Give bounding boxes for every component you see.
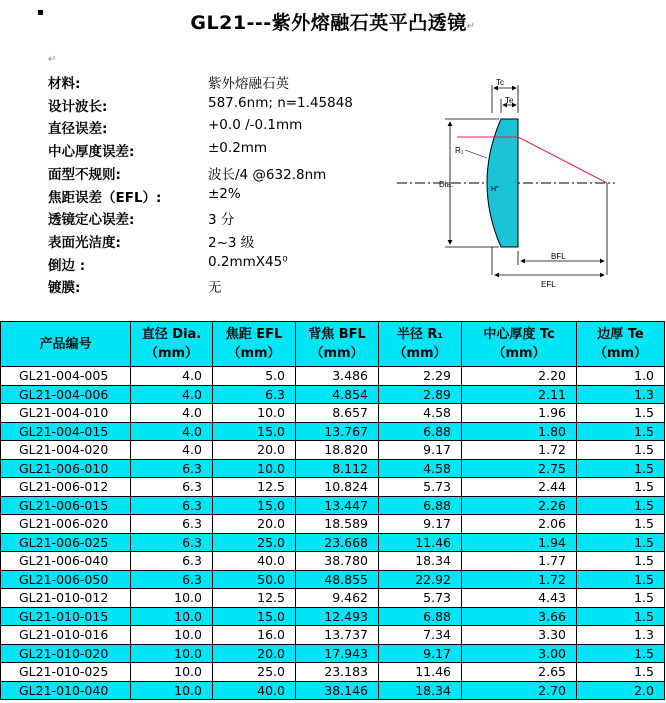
cell-dia: 6.3 <box>131 459 213 478</box>
cell-bfl: 13.447 <box>296 496 379 515</box>
cell-pn: GL21-006-025 <box>1 533 131 552</box>
cell-te: 1.5 <box>577 459 665 478</box>
cell-r1: 4.58 <box>379 404 462 423</box>
principal-point-label: H" <box>491 186 499 193</box>
cell-tc: 3.00 <box>462 644 577 663</box>
cell-te: 1.5 <box>577 589 665 608</box>
cell-efl: 25.0 <box>213 533 296 552</box>
cell-r1: 9.17 <box>379 515 462 534</box>
table-row <box>1 570 665 589</box>
cell-bfl: 13.767 <box>296 422 379 441</box>
spec-value: ±2% <box>208 185 241 202</box>
cell-pn: GL21-010-016 <box>1 626 131 645</box>
cell-efl: 15.0 <box>213 422 296 441</box>
cell-bfl: 38.146 <box>296 681 379 700</box>
cell-r1: 7.34 <box>379 626 462 645</box>
spec-value: 2~3 级 <box>208 234 255 251</box>
bfl-label: BFL <box>551 252 566 261</box>
cell-pn: GL21-004-020 <box>1 441 131 460</box>
cell-r1: 6.88 <box>379 496 462 515</box>
cell-r1: 11.46 <box>379 533 462 552</box>
table-row <box>1 459 665 478</box>
spec-value: +0.0 /-0.1mm <box>208 117 303 134</box>
cell-bfl: 4.854 <box>296 385 379 404</box>
spec-label: 表面光洁度: <box>48 234 121 251</box>
cell-tc: 2.06 <box>462 515 577 534</box>
cell-dia: 4.0 <box>131 441 213 460</box>
cell-r1: 5.73 <box>379 589 462 608</box>
table-row <box>1 552 665 571</box>
cell-efl: 40.0 <box>213 681 296 700</box>
cell-dia: 6.3 <box>131 570 213 589</box>
cell-te: 1.0 <box>577 367 665 386</box>
cell-te: 1.5 <box>577 607 665 626</box>
cell-pn: GL21-006-010 <box>1 459 131 478</box>
table-row <box>1 533 665 552</box>
cell-pn: GL21-004-015 <box>1 422 131 441</box>
table-row <box>1 478 665 497</box>
spec-value: ±0.2mm <box>208 140 268 157</box>
cell-te: 1.5 <box>577 515 665 534</box>
cell-bfl: 18.589 <box>296 515 379 534</box>
cell-bfl: 8.657 <box>296 404 379 423</box>
cell-tc: 3.66 <box>462 607 577 626</box>
cell-bfl: 3.486 <box>296 367 379 386</box>
cell-tc: 1.72 <box>462 441 577 460</box>
cell-bfl: 17.943 <box>296 644 379 663</box>
cell-pn: GL21-004-005 <box>1 367 131 386</box>
cell-r1: 18.34 <box>379 681 462 700</box>
cell-tc: 2.26 <box>462 496 577 515</box>
cell-r1: 11.46 <box>379 663 462 682</box>
cell-dia: 6.3 <box>131 552 213 571</box>
cell-r1: 22.92 <box>379 570 462 589</box>
cell-tc: 1.80 <box>462 422 577 441</box>
spec-value: 波长/4 @632.8nm <box>208 166 327 183</box>
cell-efl: 16.0 <box>213 626 296 645</box>
table-row <box>1 626 665 645</box>
cell-te: 1.3 <box>577 626 665 645</box>
cell-r1: 2.29 <box>379 367 462 386</box>
cell-dia: 10.0 <box>131 681 213 700</box>
cell-tc: 2.44 <box>462 478 577 497</box>
cell-r1: 4.58 <box>379 459 462 478</box>
dia-label: Dia. <box>439 180 454 189</box>
spec-label: 中心厚度误差: <box>48 144 135 161</box>
cell-pn: GL21-010-040 <box>1 681 131 700</box>
spec-label: 材料: <box>48 76 81 92</box>
cell-r1: 2.89 <box>379 385 462 404</box>
table-row <box>1 515 665 534</box>
spec-label: 直径误差: <box>48 121 108 138</box>
cell-r1: 18.34 <box>379 552 462 571</box>
cell-efl: 40.0 <box>213 552 296 571</box>
spec-value: 587.6nm; n=1.45848 <box>208 94 353 111</box>
cell-dia: 10.0 <box>131 644 213 663</box>
table-row <box>1 404 665 423</box>
cell-tc: 2.70 <box>462 681 577 700</box>
cell-dia: 4.0 <box>131 385 213 404</box>
table-row <box>1 681 665 700</box>
cell-bfl: 9.462 <box>296 589 379 608</box>
column-header: 背焦 BFL （mm） <box>296 322 379 367</box>
lens-diagram <box>395 75 625 290</box>
table-row <box>1 663 665 682</box>
cell-tc: 1.77 <box>462 552 577 571</box>
cell-pn: GL21-006-020 <box>1 515 131 534</box>
cell-tc: 2.65 <box>462 663 577 682</box>
column-header: 边厚 Te （mm） <box>577 322 665 367</box>
cell-efl: 6.3 <box>213 385 296 404</box>
table-row <box>1 385 665 404</box>
cell-pn: GL21-010-025 <box>1 663 131 682</box>
cell-r1: 6.88 <box>379 607 462 626</box>
cell-pn: GL21-006-050 <box>1 570 131 589</box>
cell-bfl: 23.668 <box>296 533 379 552</box>
cell-efl: 15.0 <box>213 607 296 626</box>
cell-tc: 2.20 <box>462 367 577 386</box>
cell-efl: 12.5 <box>213 589 296 608</box>
cell-te: 1.5 <box>577 441 665 460</box>
cell-efl: 5.0 <box>213 367 296 386</box>
cell-bfl: 8.112 <box>296 459 379 478</box>
table-row <box>1 367 665 386</box>
cell-r1: 6.88 <box>379 422 462 441</box>
cell-dia: 4.0 <box>131 422 213 441</box>
cell-pn: GL21-010-020 <box>1 644 131 663</box>
spec-label: 面型不规则: <box>48 166 121 183</box>
cell-bfl: 48.855 <box>296 570 379 589</box>
spec-value: 紫外熔融石英 <box>208 76 289 92</box>
cell-efl: 20.0 <box>213 515 296 534</box>
cell-dia: 6.3 <box>131 496 213 515</box>
cell-r1: 9.17 <box>379 644 462 663</box>
cell-r1: 5.73 <box>379 478 462 497</box>
cell-te: 1.3 <box>577 385 665 404</box>
cell-bfl: 38.780 <box>296 552 379 571</box>
table-header-row <box>1 322 665 367</box>
cell-dia: 10.0 <box>131 589 213 608</box>
cell-te: 1.5 <box>577 478 665 497</box>
cell-dia: 6.3 <box>131 515 213 534</box>
cell-efl: 10.0 <box>213 459 296 478</box>
cell-tc: 1.96 <box>462 404 577 423</box>
cell-te: 1.5 <box>577 404 665 423</box>
lens-shape <box>487 119 518 247</box>
cell-efl: 12.5 <box>213 478 296 497</box>
cell-dia: 6.3 <box>131 478 213 497</box>
cell-bfl: 10.824 <box>296 478 379 497</box>
cell-dia: 4.0 <box>131 404 213 423</box>
cell-pn: GL21-006-040 <box>1 552 131 571</box>
cell-efl: 10.0 <box>213 404 296 423</box>
cell-tc: 2.75 <box>462 459 577 478</box>
table-row <box>1 589 665 608</box>
efl-label: EFL <box>541 280 556 289</box>
cell-dia: 10.0 <box>131 626 213 645</box>
table-row <box>1 644 665 663</box>
cell-bfl: 18.820 <box>296 441 379 460</box>
cell-pn: GL21-004-006 <box>1 385 131 404</box>
cell-pn: GL21-006-015 <box>1 496 131 515</box>
column-header: 半径 R₁ （mm） <box>379 322 462 367</box>
cell-efl: 50.0 <box>213 570 296 589</box>
r1-label: R₁ <box>455 146 464 155</box>
cell-efl: 25.0 <box>213 663 296 682</box>
cell-te: 2.0 <box>577 681 665 700</box>
cell-bfl: 23.183 <box>296 663 379 682</box>
table-row <box>1 607 665 626</box>
cell-tc: 1.94 <box>462 533 577 552</box>
cell-pn: GL21-006-012 <box>1 478 131 497</box>
cell-pn: GL21-010-015 <box>1 607 131 626</box>
cell-te: 1.5 <box>577 422 665 441</box>
te-label: Te <box>505 96 514 105</box>
refracted-ray <box>518 137 607 183</box>
spec-label: 透镜定心误差: <box>48 212 135 229</box>
page-title: GL21---紫外熔融石英平凸透镜↵ <box>190 12 476 34</box>
product-table <box>0 321 665 700</box>
column-header: 直径 Dia. （mm） <box>131 322 213 367</box>
table-row <box>1 441 665 460</box>
cell-bfl: 13.737 <box>296 626 379 645</box>
cell-te: 1.5 <box>577 552 665 571</box>
cell-tc: 1.72 <box>462 570 577 589</box>
cell-pn: GL21-004-010 <box>1 404 131 423</box>
cell-te: 1.5 <box>577 644 665 663</box>
cell-dia: 10.0 <box>131 607 213 626</box>
column-header: 产品编号 <box>1 322 131 367</box>
cell-tc: 4.43 <box>462 589 577 608</box>
cell-dia: 10.0 <box>131 663 213 682</box>
cell-tc: 2.11 <box>462 385 577 404</box>
cell-efl: 20.0 <box>213 441 296 460</box>
cell-tc: 3.30 <box>462 626 577 645</box>
spec-label: 倒边 : <box>48 257 86 274</box>
column-header: 中心厚度 Tc （mm） <box>462 322 577 367</box>
paragraph-mark: ↵ <box>48 54 57 65</box>
table-row <box>1 496 665 515</box>
spec-value: 3 分 <box>208 212 235 229</box>
spec-label: 设计波长: <box>48 98 108 115</box>
tc-label: Tc <box>496 78 504 87</box>
spec-value: 0.2mmX45⁰ <box>208 253 288 270</box>
cell-dia: 6.3 <box>131 533 213 552</box>
cell-te: 1.5 <box>577 570 665 589</box>
cell-efl: 15.0 <box>213 496 296 515</box>
table-row <box>1 422 665 441</box>
cell-pn: GL21-010-012 <box>1 589 131 608</box>
spec-label: 焦距误差（EFL）: <box>48 189 162 206</box>
cell-dia: 4.0 <box>131 367 213 386</box>
cell-bfl: 12.493 <box>296 607 379 626</box>
cell-r1: 9.17 <box>379 441 462 460</box>
cell-efl: 20.0 <box>213 644 296 663</box>
cell-te: 1.5 <box>577 663 665 682</box>
cell-te: 1.5 <box>577 496 665 515</box>
spec-value: 无 <box>208 280 222 297</box>
spec-label: 镀膜: <box>48 280 81 297</box>
cell-te: 1.5 <box>577 533 665 552</box>
column-header: 焦距 EFL （mm） <box>213 322 296 367</box>
